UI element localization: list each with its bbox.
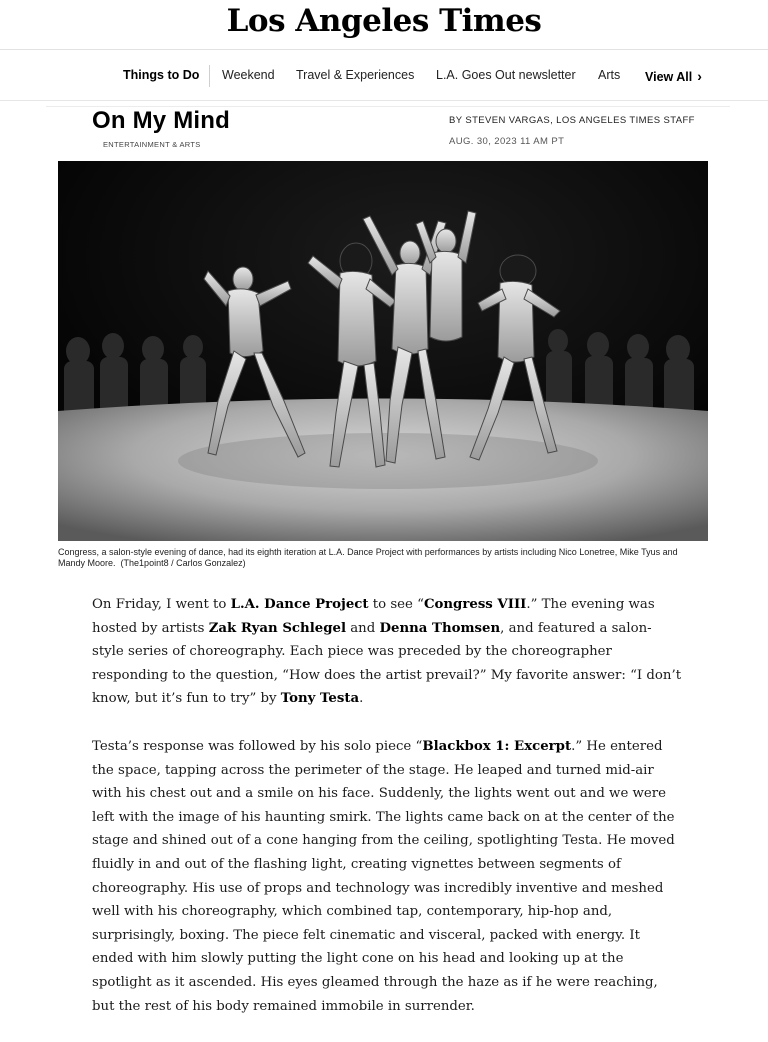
link-zak-ryan-schlegel[interactable]: Zak Ryan Schlegel — [208, 620, 347, 636]
chevron-right-icon: › — [697, 68, 702, 84]
link-la-dance-project[interactable]: L.A. Dance Project — [230, 597, 369, 612]
site-logo[interactable]: Los Angeles Times — [226, 3, 542, 39]
photo-caption — [58, 547, 698, 569]
hero-photo — [58, 161, 708, 541]
publish-date: AUG. 30, 2023 11 AM PT — [449, 136, 565, 147]
section-nav — [0, 51, 768, 101]
caption-text: Congress, a salon-style evening of dance, had its eighth iteration at L.A. Dance Project with performances by artists including Nico Lonetree, Mike Tyus and Mandy Moore. — [58, 547, 678, 568]
link-denna-thomsen[interactable]: Denna Thomsen — [379, 620, 501, 636]
nav-item-la-goes-out-newsletter[interactable]: L.A. Goes Out newsletter — [436, 68, 576, 82]
text-run: . — [359, 691, 364, 707]
text-run: Testa’s response was followed by his solo piece “ — [92, 738, 423, 754]
nav-item-weekend[interactable]: Weekend — [222, 68, 275, 82]
byline[interactable]: BY STEVEN VARGAS, LOS ANGELES TIMES STAFF — [449, 115, 695, 126]
nav-view-all-button[interactable] — [645, 68, 702, 84]
link-tony-testa[interactable]: Tony Testa — [280, 691, 360, 707]
text-run: to see “ — [368, 597, 424, 612]
masthead — [0, 0, 768, 50]
nav-item-things-to-do[interactable]: Things to Do — [123, 68, 200, 82]
text-run: .” The evening was hosted by artists — [92, 597, 655, 636]
nav-item-arts[interactable]: Arts — [598, 68, 621, 82]
text-run: .” He entered the space, tapping across the perimeter of the stage. He leaped and turned mid-air with his chest out and a smile on his face. Suddenly, the lights went out and we were left with the image of his haunting smirk. The lights came back on at the center of the stage and shined out of a cone hanging from the ceiling, spotlighting Testa. He moved fluidly in and out of the flashing light, creating vignettes between segments of choreography. His use of props and technology was incredibly inventive and meshed well with his choreography, which combined tap, contemporary, hip-hop and, surprisingly, boxing. The piece felt cinematic and visceral, packed with energy. It ended with him slowly putting the light cone on his head and looking up at the spotlight as it ascended. His eyes gleamed through the haze as if he were reaching, but the rest of his body remained immobile in surrender. — [92, 738, 675, 1014]
view-all-label: View All — [645, 70, 693, 84]
blackbox-title: Blackbox 1: Excerpt — [422, 738, 572, 754]
dance-performance-image — [58, 161, 708, 541]
paragraph-2 — [92, 735, 682, 1018]
section-title[interactable]: On My Mind — [92, 107, 230, 134]
text-run: On Friday, I went to — [92, 597, 231, 612]
congress-viii-title: Congress VIII — [423, 597, 527, 612]
section-tag[interactable]: ENTERTAINMENT & ARTS — [103, 140, 201, 149]
nav-item-travel-experiences[interactable]: Travel & Experiences — [296, 68, 415, 82]
nav-divider — [209, 65, 210, 87]
photo-credit: (The1point8 / Carlos Gonzalez) — [120, 558, 246, 568]
text-run: , and featured a salon-style series of choreography. Each piece was preceded by the choreographer responding to the question, “How does the artist prevail?” My favorite answer: “I don’t know, but it’s fun to try” by — [92, 620, 682, 707]
text-run: and — [346, 620, 380, 636]
article-body — [92, 593, 682, 1042]
paragraph-1 — [92, 593, 682, 711]
